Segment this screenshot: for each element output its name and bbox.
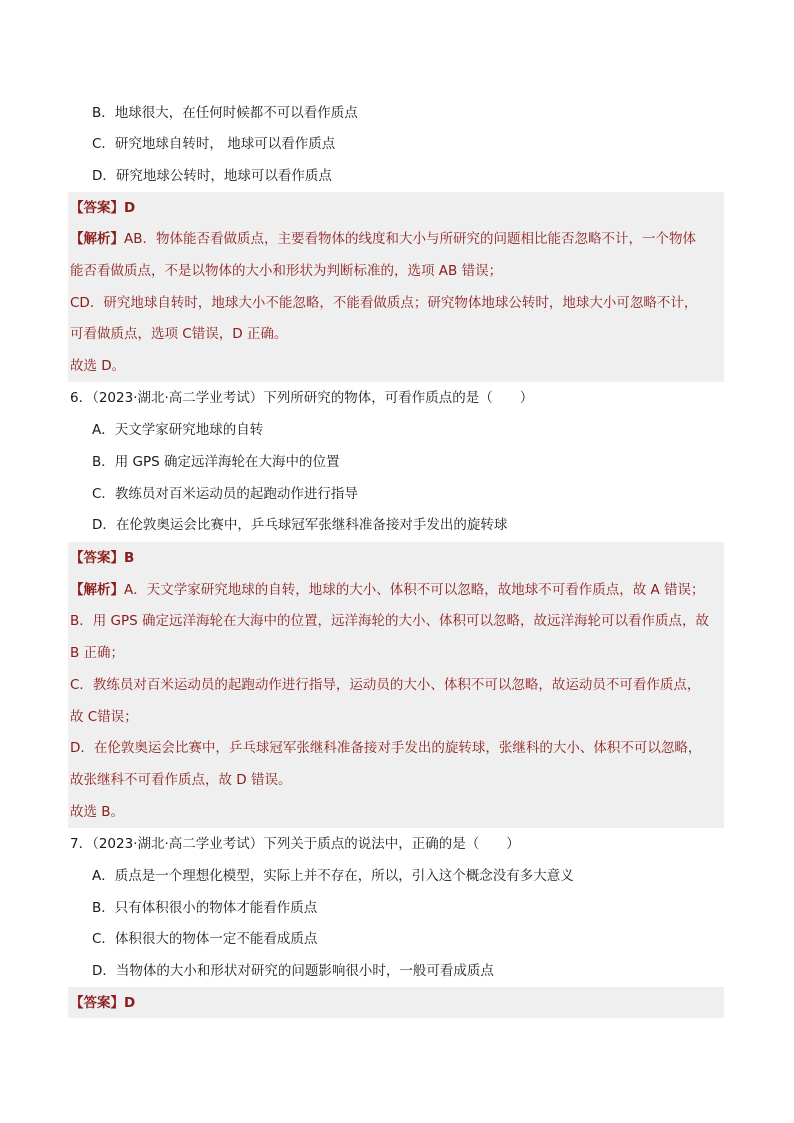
q7-option-c: C．体积很大的物体一定不能看成质点 [92, 931, 318, 947]
q7-answer-line [70, 993, 135, 1013]
q7-answer-block [68, 987, 724, 1018]
q6-analysis-line-6: D．在伦敦奥运会比赛中，乒乓球冠军张继科准备接对手发出的旋转球，张继科的大小、体积不可以忽略， [70, 740, 702, 756]
answer-value: D [124, 200, 136, 216]
q7-option-a: A．质点是一个理想化模型，实际上并不存在，所以，引入这个概念没有多大意义 [92, 868, 574, 884]
answer-tag: 【答案】 [70, 200, 124, 216]
q5-conclusion: 故选 D。 [70, 358, 126, 374]
q7-stem: 7．（2023·湖北·高二学业考试）下列关于质点的说法中，正确的是（ ） [70, 836, 520, 852]
answer-value: D [124, 995, 136, 1011]
q5-option-c: C．研究地球自转时， 地球可以看作质点 [92, 136, 336, 152]
q5-analysis-line-2: 能否看做质点，不是以物体的大小和形状为判断标准的，选项 AB 错误； [70, 263, 503, 279]
q6-option-a: A．天文学家研究地球的自转 [92, 422, 264, 438]
q5-option-d: D．研究地球公转时，地球可以看作质点 [92, 168, 332, 184]
q6-analysis-line-7: 故张继科不可看作质点，故 D 错误。 [70, 772, 292, 788]
q6-option-b: B．用 GPS 确定远洋海轮在大海中的位置 [92, 454, 340, 470]
q6-analysis-line-1 [70, 580, 705, 600]
q6-analysis-line-3: B 正确； [70, 645, 125, 661]
q6-stem: 6．（2023·湖北·高二学业考试）下列所研究的物体，可看作质点的是（ ） [70, 390, 534, 406]
q6-conclusion: 故选 B。 [70, 804, 125, 820]
q5-analysis-line-4: 可看做质点，选项 C错误，D 正确。 [70, 326, 288, 342]
q6-analysis-line-5: 故 C错误； [70, 709, 138, 725]
answer-tag: 【答案】 [70, 995, 124, 1011]
q5-analysis-line-3: CD．研究地球自转时，地球大小不能忽略，不能看做质点；研究物体地球公转时，地球大小可忽略不计， [70, 295, 698, 311]
q7-option-d: D．当物体的大小和形状对研究的问题影响很小时，一般可看成质点 [92, 963, 494, 979]
q5-option-b: B．地球很大，在任何时候都不可以看作质点 [92, 105, 358, 121]
analysis-text: A．天文学家研究地球的自转，地球的大小、体积不可以忽略，故地球不可看作质点，故 A 错误； [124, 582, 705, 598]
q6-answer-line [70, 548, 134, 568]
answer-value: B [124, 550, 135, 566]
q6-analysis-line-2: B．用 GPS 确定远洋海轮在大海中的位置，远洋海轮的大小、体积可以忽略，故远洋海轮可以看作质点，故 [70, 613, 710, 629]
q6-option-c: C．教练员对百米运动员的起跑动作进行指导 [92, 486, 358, 502]
analysis-text: AB．物体能否看做质点，主要看物体的线度和大小与所研究的问题相比能否忽略不计，一个物体 [124, 231, 696, 247]
analysis-tag: 【解析】 [70, 582, 124, 598]
answer-tag: 【答案】 [70, 550, 124, 566]
q5-answer-line [70, 198, 135, 218]
q6-analysis-line-4: C．教练员对百米运动员的起跑动作进行指导，运动员的大小、体积不可以忽略，故运动员不可看作质点， [70, 677, 701, 693]
analysis-tag: 【解析】 [70, 231, 124, 247]
q5-answer-block [68, 192, 724, 382]
q6-option-d: D．在伦敦奥运会比赛中，乒乓球冠军张继科准备接对手发出的旋转球 [92, 517, 508, 533]
q7-option-b: B．只有体积很小的物体才能看作质点 [92, 900, 318, 916]
q5-analysis-line-1 [70, 229, 696, 249]
